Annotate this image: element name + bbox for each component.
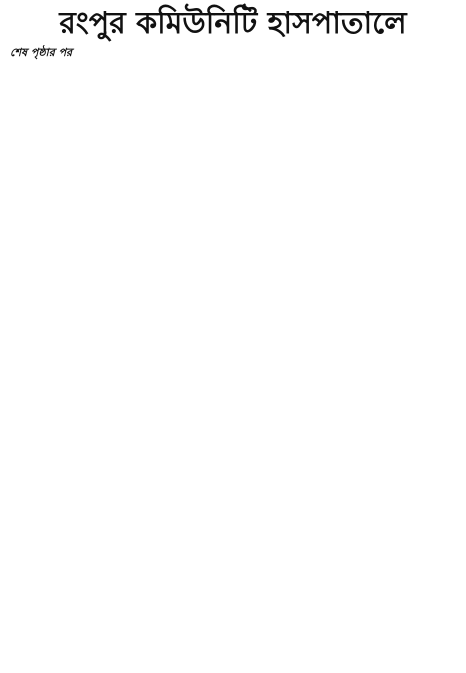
continuation-label: শেষ পৃষ্ঠার পর <box>10 46 73 59</box>
article-paragraph <box>10 278 456 308</box>
article-headline: রংপুর কমিউনিটি হাসপাতালে <box>59 6 407 41</box>
article-paragraph <box>10 170 456 200</box>
article-paragraph <box>10 98 456 128</box>
article-paragraph <box>10 62 456 92</box>
article-paragraph <box>10 314 456 344</box>
article-paragraph <box>10 206 456 236</box>
article-paragraph <box>10 242 456 272</box>
article-paragraph <box>10 350 456 380</box>
article-body <box>10 62 456 380</box>
article-paragraph <box>10 134 456 164</box>
